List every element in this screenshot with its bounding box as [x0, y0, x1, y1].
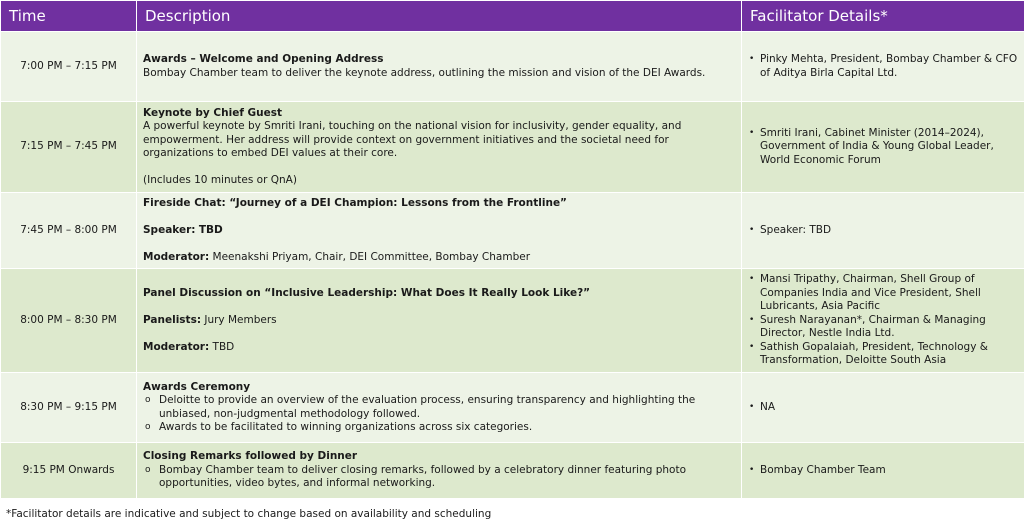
facilitator-list	[748, 464, 1018, 478]
moderator-line	[143, 341, 735, 355]
facilitator-item: • Bombay Chamber Team	[760, 464, 1018, 478]
moderator-value: Meenakshi Priyam, Chair, DEI Committee, Bombay Chamber	[209, 250, 531, 263]
facilitator-item: • Mansi Tripathy, Chairman, Shell Group of Companies India and Vice President, Shell Lubricants, Asia Pacific	[760, 273, 1018, 314]
facilitator-list	[748, 53, 1018, 80]
session-text: Bombay Chamber team to deliver the keynote address, outlining the mission and vision of the DEI Awards.	[143, 66, 706, 79]
table-row	[1, 269, 1024, 373]
table-row	[1, 32, 1024, 102]
speaker-value: TBD	[198, 223, 223, 236]
time-cell: 7:00 PM – 7:15 PM	[1, 32, 137, 102]
description-cell	[137, 373, 742, 443]
table-row	[1, 193, 1024, 269]
time-cell: 7:45 PM – 8:00 PM	[1, 193, 137, 269]
moderator-label: Moderator:	[143, 340, 210, 353]
facilitator-list	[748, 401, 1018, 415]
facilitator-item: • Speaker: TBD	[760, 224, 1018, 238]
header-time: Time	[1, 1, 137, 32]
time-cell: 7:15 PM – 7:45 PM	[1, 102, 137, 193]
facilitator-cell	[742, 32, 1024, 102]
facilitator-list	[748, 273, 1018, 368]
footnote: *Facilitator details are indicative and subject to change based on availability and scheduling	[6, 508, 492, 520]
description-cell	[137, 193, 742, 269]
facilitator-item: • NA	[760, 401, 1018, 415]
session-title: Fireside Chat: “Journey of a DEI Champion: Lessons from the Frontline”	[143, 196, 567, 209]
table-row	[1, 102, 1024, 193]
facilitator-cell	[742, 443, 1024, 499]
sub-list	[143, 394, 735, 435]
session-title: Awards Ceremony	[143, 380, 251, 393]
time-cell: 8:00 PM – 8:30 PM	[1, 269, 137, 373]
session-title: Awards – Welcome and Opening Address	[143, 53, 384, 65]
moderator-label: Moderator:	[143, 250, 210, 263]
speaker-label: Speaker:	[143, 223, 196, 236]
moderator-line	[143, 251, 735, 265]
facilitator-cell	[742, 102, 1024, 193]
header-row	[1, 1, 1024, 32]
facilitator-list	[748, 224, 1018, 238]
description-cell	[137, 102, 742, 193]
table-row	[1, 373, 1024, 443]
description-cell	[137, 269, 742, 373]
facilitator-cell	[742, 373, 1024, 443]
speaker-line	[143, 224, 735, 238]
facilitator-item: • Sathish Gopalaiah, President, Technology & Transformation, Deloitte South Asia	[760, 341, 1018, 368]
description-cell	[137, 32, 742, 102]
facilitator-item: • Pinky Mehta, President, Bombay Chamber & CFO of Aditya Birla Capital Ltd.	[760, 53, 1018, 80]
session-title: Keynote by Chief Guest	[143, 106, 283, 119]
facilitator-item: • Smriti Irani, Cabinet Minister (2014–2024), Government of India & Young Global Leader, World Economic Forum	[760, 127, 1018, 168]
facilitator-cell	[742, 269, 1024, 373]
sub-item: o Deloitte to provide an overview of the evaluation process, ensuring transparency and highlighting the unbiased, non-judgmental methodology followed.	[159, 394, 735, 421]
time-cell: 9:15 PM Onwards	[1, 443, 137, 499]
facilitator-item: • Suresh Narayanan*, Chairman & Managing Director, Nestle India Ltd.	[760, 314, 1018, 341]
sub-item: o Awards to be facilitated to winning organizations across six categories.	[159, 421, 735, 435]
session-title: Panel Discussion on “Inclusive Leadership: What Does It Really Look Like?”	[143, 286, 591, 299]
session-title: Closing Remarks followed by Dinner	[143, 450, 358, 463]
session-text: A powerful keynote by Smriti Irani, touching on the national vision for inclusivity, gender equality, and empowerment. Her address will provide context on government initiatives and the societal need for organizations to embed DEI values at their core.	[143, 120, 682, 159]
panelists-label: Panelists:	[143, 313, 202, 326]
sub-item: o Bombay Chamber team to deliver closing remarks, followed by a celebratory dinner featuring photo opportunities, video bytes, and informal networking.	[159, 464, 735, 491]
panelists-line	[143, 314, 735, 328]
facilitator-cell	[742, 193, 1024, 269]
time-cell: 8:30 PM – 9:15 PM	[1, 373, 137, 443]
facilitator-list	[748, 127, 1018, 168]
sub-list	[143, 464, 735, 491]
description-cell	[137, 443, 742, 499]
moderator-value: TBD	[209, 340, 235, 353]
panelists-value: Jury Members	[201, 313, 277, 326]
header-facilitator: Facilitator Details*	[742, 1, 1024, 32]
table-row	[1, 443, 1024, 499]
session-note: (Includes 10 minutes or QnA)	[143, 174, 297, 186]
header-description: Description	[137, 1, 742, 32]
